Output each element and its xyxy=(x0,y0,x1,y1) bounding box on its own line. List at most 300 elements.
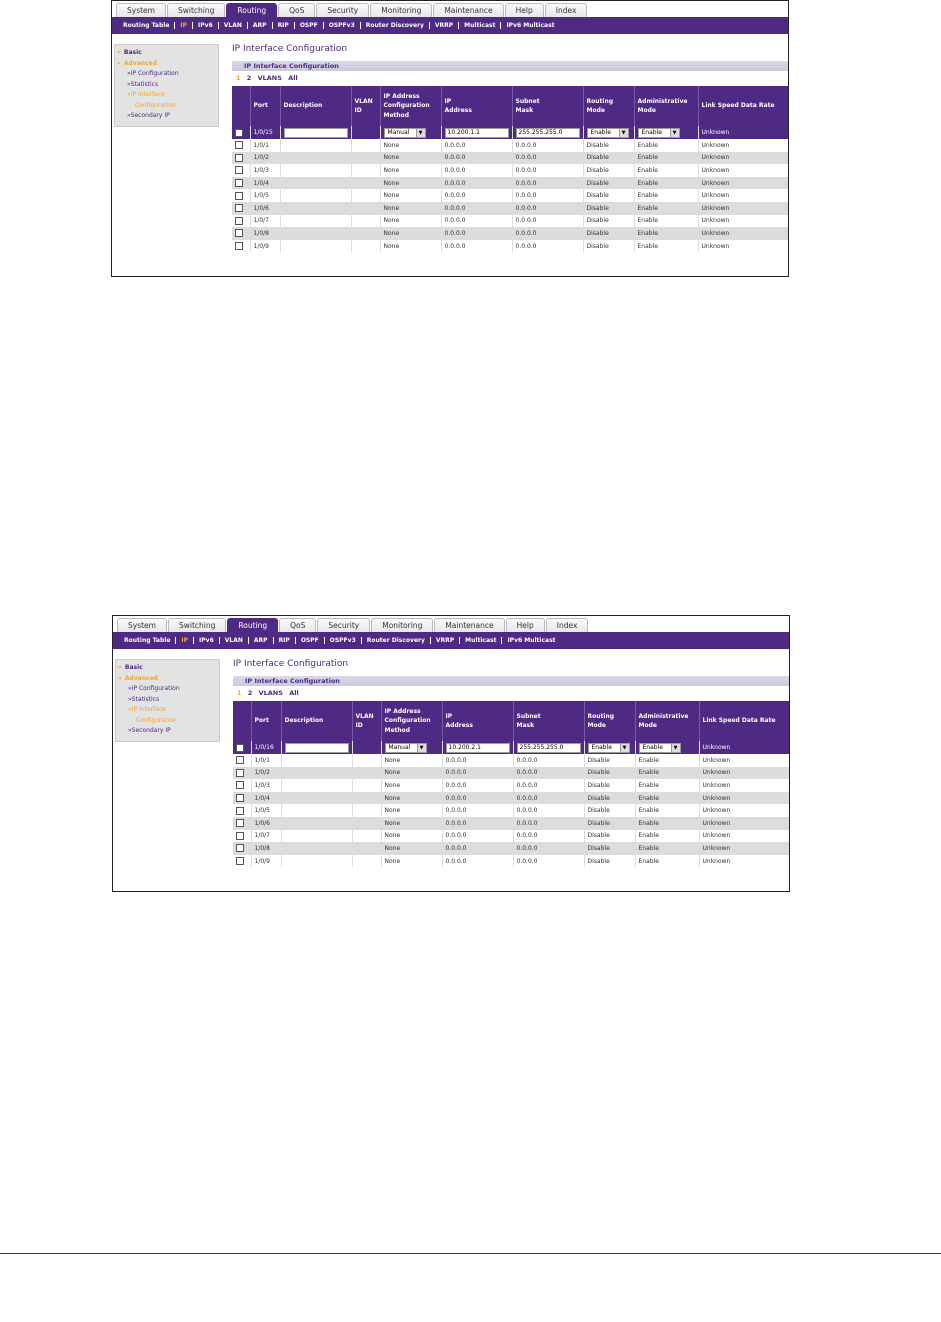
row-link-speed: Unknown xyxy=(699,792,789,805)
section-header: IP Interface Configuration xyxy=(232,61,788,71)
row-port: 1/0/4 xyxy=(250,177,280,190)
subtab-ip[interactable]: IP xyxy=(180,22,188,29)
row-select-cell xyxy=(232,189,250,202)
tab-qos[interactable]: QoS xyxy=(279,618,316,633)
row-vlan-id xyxy=(352,842,381,855)
routing-mode-value: Enable xyxy=(591,743,612,751)
row-port: 1/0/4 xyxy=(251,792,281,805)
row-vlan-id xyxy=(351,164,380,177)
row-ip-address: 0.0.0.0 xyxy=(441,164,512,177)
row-ip-address: 0.0.0.0 xyxy=(441,202,512,215)
tab-switching[interactable]: Switching xyxy=(167,3,225,18)
row-ip-address: 0.0.0.0 xyxy=(441,152,512,165)
row-method: None xyxy=(381,817,442,830)
tab-index[interactable]: Index xyxy=(545,3,588,18)
row-ip-address: 0.0.0.0 xyxy=(442,830,513,843)
row-select-cell xyxy=(233,767,251,780)
header-admin-mode: Administrative Mode xyxy=(635,701,699,741)
row-ip-address: 0.0.0.0 xyxy=(442,817,513,830)
subtab-routing-table[interactable]: Routing Table xyxy=(123,22,170,29)
row-checkbox[interactable] xyxy=(236,807,244,815)
row-description xyxy=(280,139,351,152)
table-row xyxy=(232,139,788,152)
row-checkbox[interactable] xyxy=(236,769,244,777)
sidebar-item-ip-interface-configuration-cont[interactable]: Configuration xyxy=(136,716,177,724)
row-routing-mode: Disable xyxy=(584,855,635,868)
row-method: None xyxy=(381,767,442,780)
edit-routing-cell xyxy=(583,126,634,139)
row-method: None xyxy=(380,227,441,240)
row-routing-mode: Disable xyxy=(583,139,634,152)
row-select-cell xyxy=(233,804,251,817)
main-content xyxy=(233,659,789,867)
select-checkbox[interactable] xyxy=(235,129,243,137)
row-routing-mode: Disable xyxy=(584,767,635,780)
pager-page-2[interactable]: 2 xyxy=(247,689,253,697)
row-link-speed: Unknown xyxy=(699,842,789,855)
row-vlan-id xyxy=(351,139,380,152)
header-port: Port xyxy=(251,701,281,741)
admin-mode-select[interactable] xyxy=(639,743,681,753)
row-subnet-mask: 0.0.0.0 xyxy=(512,227,583,240)
top-tabs xyxy=(113,616,789,632)
ip-address-input[interactable]: 10.200.2.1 xyxy=(446,743,510,753)
subtab-vrrp[interactable]: VRRP xyxy=(434,22,454,29)
subtab-vlan[interactable]: VLAN xyxy=(224,637,243,644)
header-ip-address: IP Address xyxy=(442,701,513,741)
row-subnet-mask: 0.0.0.0 xyxy=(513,767,584,780)
row-select-cell xyxy=(232,215,250,228)
subtab-ospf[interactable]: OSPF xyxy=(300,637,319,644)
row-method: None xyxy=(380,215,441,228)
row-vlan-id xyxy=(352,855,381,868)
row-routing-mode: Disable xyxy=(584,792,635,805)
row-vlan-id xyxy=(351,189,380,202)
row-description xyxy=(280,189,351,202)
row-description xyxy=(281,804,352,817)
tab-help[interactable]: Help xyxy=(505,3,544,18)
method-select-value: Manual xyxy=(388,743,411,751)
row-checkbox[interactable] xyxy=(236,794,244,802)
row-checkbox[interactable] xyxy=(236,781,244,789)
row-admin-mode: Enable xyxy=(634,152,698,165)
tab-monitoring[interactable]: Monitoring xyxy=(370,3,432,18)
row-select-cell xyxy=(233,842,251,855)
table-row xyxy=(232,240,788,253)
header-routing-mode: Routing Mode xyxy=(584,701,635,741)
row-select-cell xyxy=(232,152,250,165)
sidebar-item-ip-interface-configuration[interactable]: » IP Interface xyxy=(116,705,219,716)
row-link-speed: Unknown xyxy=(698,164,788,177)
row-vlan-id xyxy=(352,754,381,767)
row-checkbox[interactable] xyxy=(236,756,244,764)
row-admin-mode: Enable xyxy=(634,164,698,177)
row-port: 1/0/1 xyxy=(251,754,281,767)
row-select-cell xyxy=(232,139,250,152)
row-subnet-mask: 0.0.0.0 xyxy=(512,164,583,177)
edit-vlan-id xyxy=(352,741,381,754)
description-input[interactable] xyxy=(284,128,348,138)
row-subnet-mask: 0.0.0.0 xyxy=(513,855,584,868)
row-admin-mode: Enable xyxy=(635,830,699,843)
row-admin-mode: Enable xyxy=(635,767,699,780)
pager-page-1[interactable]: 1 xyxy=(237,689,242,697)
edit-description-cell xyxy=(280,126,351,139)
edit-admin-cell xyxy=(635,741,699,754)
row-subnet-mask: 0.0.0.0 xyxy=(512,215,583,228)
row-link-speed: Unknown xyxy=(699,767,789,780)
sidebar-item-advanced[interactable]: » Advanced xyxy=(115,59,218,70)
tab-index[interactable]: Index xyxy=(546,618,589,633)
subtab-vrrp[interactable]: VRRP xyxy=(435,637,455,644)
subtab-routing-table[interactable]: Routing Table xyxy=(124,637,171,644)
row-method: None xyxy=(381,830,442,843)
row-routing-mode: Disable xyxy=(583,240,634,253)
row-ip-address: 0.0.0.0 xyxy=(441,189,512,202)
row-description xyxy=(281,754,352,767)
row-method: None xyxy=(381,779,442,792)
edit-method-cell xyxy=(380,126,441,139)
row-ip-address: 0.0.0.0 xyxy=(442,779,513,792)
tab-routing[interactable]: Routing xyxy=(227,618,278,633)
row-checkbox[interactable] xyxy=(235,204,243,212)
sub-nav xyxy=(112,17,788,34)
row-select-cell xyxy=(233,855,251,868)
pager-all[interactable]: All xyxy=(288,74,298,82)
sub-nav-items xyxy=(113,632,789,649)
header-routing-mode: Routing Mode xyxy=(583,86,634,126)
row-select-cell xyxy=(233,817,251,830)
sidebar-item-ip-configuration[interactable]: » IP Configuration xyxy=(116,684,219,695)
row-link-speed: Unknown xyxy=(698,202,788,215)
subtab-multicast[interactable]: Multicast xyxy=(464,22,496,29)
row-vlan-id xyxy=(351,215,380,228)
ip-address-input[interactable]: 10.200.1.1 xyxy=(445,128,509,138)
method-select[interactable] xyxy=(385,743,427,753)
select-checkbox[interactable] xyxy=(236,744,244,752)
row-select-cell xyxy=(232,240,250,253)
tab-monitoring[interactable]: Monitoring xyxy=(371,618,433,633)
sidebar-item-statistics[interactable]: » Statistics xyxy=(115,80,218,91)
routing-mode-select[interactable] xyxy=(588,743,630,753)
row-description xyxy=(280,240,351,253)
row-description xyxy=(281,842,352,855)
row-method: None xyxy=(381,792,442,805)
row-link-speed: Unknown xyxy=(699,754,789,767)
row-checkbox[interactable] xyxy=(236,832,244,840)
tab-switching[interactable]: Switching xyxy=(168,618,226,633)
sidebar-item-basic[interactable]: » Basic xyxy=(116,663,219,674)
pager-vlans[interactable]: VLANS xyxy=(258,689,283,697)
row-subnet-mask: 0.0.0.0 xyxy=(513,792,584,805)
row-description xyxy=(280,215,351,228)
row-checkbox[interactable] xyxy=(235,141,243,149)
row-vlan-id xyxy=(351,202,380,215)
tab-qos[interactable]: QoS xyxy=(278,3,315,18)
row-ip-address: 0.0.0.0 xyxy=(441,240,512,253)
header-ip-address: IP Address xyxy=(441,86,512,126)
pager-page-2[interactable]: 2 xyxy=(246,74,252,82)
row-routing-mode: Disable xyxy=(583,152,634,165)
page-footer-rule xyxy=(0,1253,941,1254)
method-select[interactable] xyxy=(384,128,426,138)
tab-maintenance[interactable]: Maintenance xyxy=(434,618,504,633)
sidebar-item-basic[interactable]: » Basic xyxy=(115,48,218,59)
row-vlan-id xyxy=(351,227,380,240)
row-subnet-mask: 0.0.0.0 xyxy=(513,754,584,767)
row-description xyxy=(281,830,352,843)
row-description xyxy=(281,779,352,792)
subtab-ipv6[interactable]: IPv6 xyxy=(199,637,214,644)
row-routing-mode: Disable xyxy=(583,215,634,228)
edit-admin-cell xyxy=(634,126,698,139)
row-port: 1/0/2 xyxy=(251,767,281,780)
row-vlan-id xyxy=(352,830,381,843)
row-vlan-id xyxy=(352,817,381,830)
row-checkbox[interactable] xyxy=(235,166,243,174)
row-description xyxy=(281,817,352,830)
row-subnet-mask: 0.0.0.0 xyxy=(512,202,583,215)
row-routing-mode: Disable xyxy=(584,779,635,792)
routing-mode-select[interactable] xyxy=(587,128,629,138)
subtab-rip[interactable]: RIP xyxy=(278,637,290,644)
row-subnet-mask: 0.0.0.0 xyxy=(512,177,583,190)
row-link-speed: Unknown xyxy=(699,830,789,843)
admin-mode-select[interactable] xyxy=(638,128,680,138)
table-header-row xyxy=(232,86,788,126)
method-select-value: Manual xyxy=(387,128,410,136)
table-row xyxy=(233,754,789,767)
row-checkbox[interactable] xyxy=(236,857,244,865)
sidebar-item-ip-interface-configuration-cont[interactable]: Configuration xyxy=(135,101,176,109)
edit-mask-cell xyxy=(512,126,583,139)
subtab-router-discovery[interactable]: Router Discovery xyxy=(365,22,424,29)
row-admin-mode: Enable xyxy=(634,240,698,253)
row-link-speed: Unknown xyxy=(698,227,788,240)
row-port: 1/0/7 xyxy=(250,215,280,228)
table-row xyxy=(232,164,788,177)
row-admin-mode: Enable xyxy=(634,202,698,215)
row-subnet-mask: 0.0.0.0 xyxy=(513,842,584,855)
pager-all[interactable]: All xyxy=(289,689,299,697)
row-vlan-id xyxy=(352,779,381,792)
row-description xyxy=(280,152,351,165)
row-port: 1/0/3 xyxy=(250,164,280,177)
header-description: Description xyxy=(281,701,352,741)
row-ip-address: 0.0.0.0 xyxy=(441,215,512,228)
subnet-mask-input[interactable]: 255.255.255.0 xyxy=(516,128,580,138)
row-subnet-mask: 0.0.0.0 xyxy=(513,817,584,830)
row-vlan-id xyxy=(352,804,381,817)
row-admin-mode: Enable xyxy=(634,139,698,152)
row-routing-mode: Disable xyxy=(583,189,634,202)
row-subnet-mask: 0.0.0.0 xyxy=(512,152,583,165)
table-row xyxy=(232,152,788,165)
row-method: None xyxy=(381,804,442,817)
subtab-router-discovery[interactable]: Router Discovery xyxy=(366,637,425,644)
tab-system[interactable]: System xyxy=(116,3,166,18)
edit-port: 1/0/15 xyxy=(250,126,280,139)
edit-port: 1/0/16 xyxy=(251,741,281,754)
sidebar xyxy=(114,44,219,127)
row-method: None xyxy=(381,754,442,767)
row-ip-address: 0.0.0.0 xyxy=(442,754,513,767)
row-checkbox[interactable] xyxy=(235,229,243,237)
edit-method-cell xyxy=(381,741,442,754)
subtab-ipv6[interactable]: IPv6 xyxy=(198,22,213,29)
table-row xyxy=(233,804,789,817)
row-description xyxy=(281,792,352,805)
table-row xyxy=(233,792,789,805)
subtab-ip[interactable]: IP xyxy=(181,637,189,644)
subtab-ipv6-multicast[interactable]: IPv6 Multicast xyxy=(506,22,555,29)
row-checkbox[interactable] xyxy=(235,192,243,200)
row-checkbox[interactable] xyxy=(235,242,243,250)
row-port: 1/0/6 xyxy=(251,817,281,830)
row-admin-mode: Enable xyxy=(635,779,699,792)
table-edit-row xyxy=(233,741,789,754)
subnet-mask-input[interactable]: 255.255.255.0 xyxy=(517,743,581,753)
tab-security[interactable]: Security xyxy=(317,618,370,633)
edit-ip-cell xyxy=(441,126,512,139)
tab-maintenance[interactable]: Maintenance xyxy=(433,3,503,18)
pager-vlans[interactable]: VLANS xyxy=(257,74,282,82)
chevron-down-icon: ▼ xyxy=(619,129,628,137)
admin-mode-value: Enable xyxy=(641,128,662,136)
chevron-down-icon: ▼ xyxy=(417,744,426,752)
table-row xyxy=(233,767,789,780)
row-subnet-mask: 0.0.0.0 xyxy=(513,804,584,817)
ip-interface-table xyxy=(233,701,790,867)
row-checkbox[interactable] xyxy=(236,819,244,827)
row-admin-mode: Enable xyxy=(634,177,698,190)
chevron-down-icon: ▼ xyxy=(670,129,679,137)
description-input[interactable] xyxy=(285,743,349,753)
tab-help[interactable]: Help xyxy=(506,618,545,633)
table-row xyxy=(232,189,788,202)
row-routing-mode: Disable xyxy=(584,830,635,843)
row-link-speed: Unknown xyxy=(698,215,788,228)
sidebar-item-ip-interface-configuration[interactable]: » IP Interface xyxy=(115,90,218,101)
sidebar-item-ip-configuration[interactable]: » IP Configuration xyxy=(115,69,218,80)
header-select xyxy=(233,701,251,741)
row-ip-address: 0.0.0.0 xyxy=(442,842,513,855)
edit-mask-cell xyxy=(513,741,584,754)
row-admin-mode: Enable xyxy=(634,189,698,202)
row-routing-mode: Disable xyxy=(583,202,634,215)
row-admin-mode: Enable xyxy=(635,804,699,817)
chevron-down-icon: ▼ xyxy=(671,744,680,752)
subtab-ospfv3[interactable]: OSPFv3 xyxy=(328,22,355,29)
row-routing-mode: Disable xyxy=(584,754,635,767)
row-checkbox[interactable] xyxy=(235,154,243,162)
row-link-speed: Unknown xyxy=(698,139,788,152)
subtab-arp[interactable]: ARP xyxy=(253,637,268,644)
subtab-multicast[interactable]: Multicast xyxy=(465,637,497,644)
edit-link-speed: Unknown xyxy=(698,126,788,139)
header-vlan-id: VLAN ID xyxy=(352,701,381,741)
tab-security[interactable]: Security xyxy=(316,3,369,18)
screenshot-2 xyxy=(112,615,790,892)
tab-routing[interactable]: Routing xyxy=(226,3,277,18)
subtab-ipv6-multicast[interactable]: IPv6 Multicast xyxy=(507,637,556,644)
row-vlan-id xyxy=(352,792,381,805)
subtab-ospfv3[interactable]: OSPFv3 xyxy=(329,637,356,644)
row-port: 1/0/1 xyxy=(250,139,280,152)
row-checkbox[interactable] xyxy=(236,844,244,852)
row-port: 1/0/5 xyxy=(250,189,280,202)
row-ip-address: 0.0.0.0 xyxy=(442,855,513,868)
table-row xyxy=(233,830,789,843)
table-row xyxy=(232,227,788,240)
row-admin-mode: Enable xyxy=(635,817,699,830)
edit-vlan-id xyxy=(351,126,380,139)
row-port: 1/0/9 xyxy=(250,240,280,253)
row-admin-mode: Enable xyxy=(634,227,698,240)
sidebar-item-advanced[interactable]: » Advanced xyxy=(116,674,219,685)
table-row xyxy=(233,855,789,868)
subtab-vlan[interactable]: VLAN xyxy=(223,22,242,29)
row-description xyxy=(280,202,351,215)
row-select-cell xyxy=(232,177,250,190)
table-row xyxy=(232,202,788,215)
edit-description-cell xyxy=(281,741,352,754)
page-title: IP Interface Configuration xyxy=(233,659,349,669)
subtab-ospf[interactable]: OSPF xyxy=(299,22,318,29)
row-link-speed: Unknown xyxy=(699,817,789,830)
row-checkbox[interactable] xyxy=(235,179,243,187)
row-port: 1/0/3 xyxy=(251,779,281,792)
row-admin-mode: Enable xyxy=(635,754,699,767)
row-port: 1/0/2 xyxy=(250,152,280,165)
row-link-speed: Unknown xyxy=(698,240,788,253)
pager xyxy=(237,689,789,699)
row-admin-mode: Enable xyxy=(635,855,699,868)
row-ip-address: 0.0.0.0 xyxy=(442,792,513,805)
sidebar-item-secondary-ip[interactable]: » Secondary IP xyxy=(115,111,218,122)
sidebar-item-secondary-ip[interactable]: » Secondary IP xyxy=(116,726,219,737)
row-vlan-id xyxy=(351,177,380,190)
row-select-cell xyxy=(233,779,251,792)
row-port: 1/0/8 xyxy=(251,842,281,855)
header-admin-mode: Administrative Mode xyxy=(634,86,698,126)
row-ip-address: 0.0.0.0 xyxy=(442,767,513,780)
subtab-rip[interactable]: RIP xyxy=(277,22,289,29)
row-subnet-mask: 0.0.0.0 xyxy=(512,139,583,152)
row-port: 1/0/6 xyxy=(250,202,280,215)
row-vlan-id xyxy=(351,152,380,165)
routing-mode-value: Enable xyxy=(590,128,611,136)
tab-system[interactable]: System xyxy=(117,618,167,633)
table-edit-row xyxy=(232,126,788,139)
edit-routing-cell xyxy=(584,741,635,754)
row-checkbox[interactable] xyxy=(235,217,243,225)
sidebar-item-statistics[interactable]: » Statistics xyxy=(116,695,219,706)
pager-page-1[interactable]: 1 xyxy=(236,74,241,82)
row-method: None xyxy=(380,152,441,165)
row-link-speed: Unknown xyxy=(699,804,789,817)
ip-interface-table xyxy=(232,86,789,252)
table-row xyxy=(233,817,789,830)
header-method: IP Address Configuration Method xyxy=(381,701,442,741)
row-vlan-id xyxy=(351,240,380,253)
subtab-arp[interactable]: ARP xyxy=(252,22,267,29)
row-vlan-id xyxy=(352,767,381,780)
row-method: None xyxy=(380,240,441,253)
row-link-speed: Unknown xyxy=(698,152,788,165)
row-method: None xyxy=(380,177,441,190)
row-routing-mode: Disable xyxy=(584,842,635,855)
